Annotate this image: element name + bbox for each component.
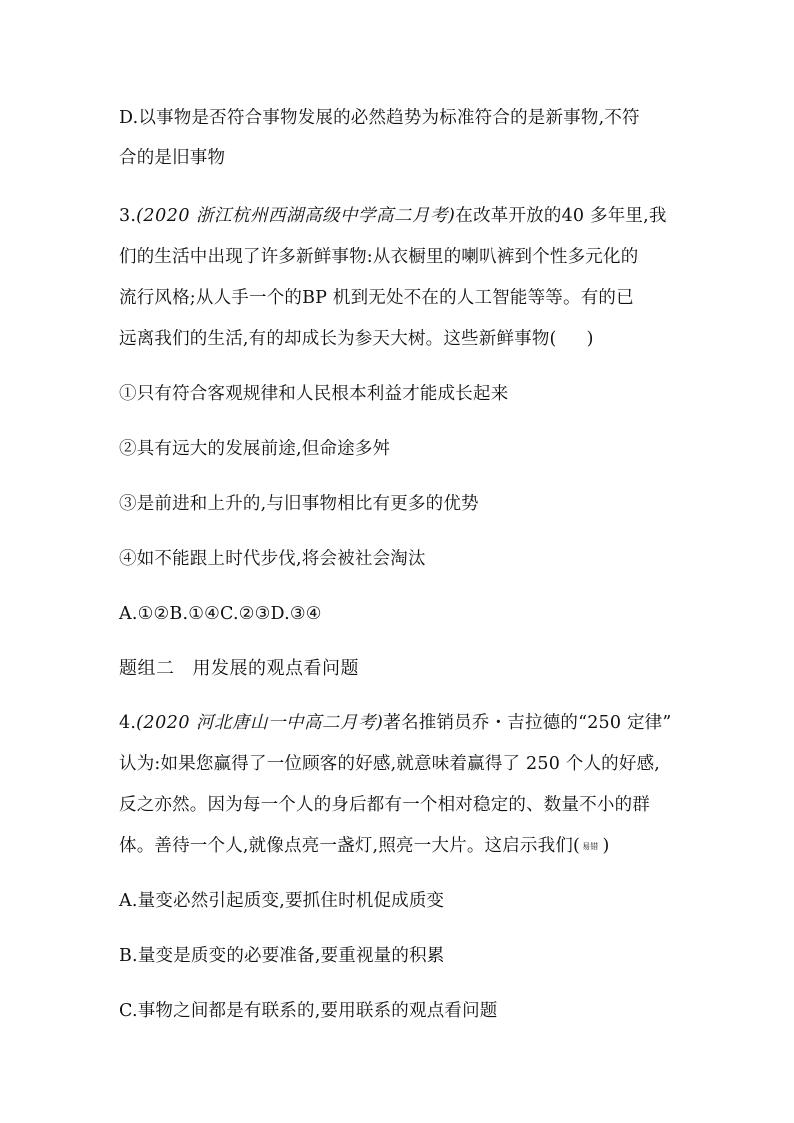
q2-option-d-line1: D.以事物是否符合事物发展的必然趋势为标准符合的是新事物,不符 bbox=[119, 108, 640, 128]
section-label: 题组二 bbox=[119, 658, 175, 679]
q3-stem-line3: 流行风格;从人手一个的BP 机到无处不在的人工智能等等。有的已 bbox=[119, 288, 634, 308]
q3-item-1: ①只有符合客观规律和人民根本利益才能成长起来 bbox=[119, 384, 509, 404]
q4-stem-line4 bbox=[119, 834, 610, 859]
section-heading bbox=[119, 657, 359, 681]
q3-stem-line1-tail: 在改革开放的40 多年里,我 bbox=[455, 206, 667, 226]
q3-stem-line4 bbox=[119, 327, 594, 351]
q3-stem-line2: 们的生活中出现了许多新鲜事物:从衣橱里的喇叭裤到个性多元化的 bbox=[119, 247, 639, 267]
q4-source: (2020 河北唐山一中高二月考) bbox=[136, 713, 384, 733]
q4-option-b: B.量变是质变的必要准备,要重视量的积累 bbox=[119, 946, 445, 966]
q4-option-a: A.量变必然引起质变,要抓住时机促成质变 bbox=[119, 891, 445, 911]
q3-number: 3. bbox=[119, 206, 137, 226]
difficulty-tag: 易错 bbox=[582, 841, 599, 851]
q3-choices: A.①②B.①④C.②③D.③④ bbox=[119, 604, 322, 624]
section-title: 用发展的观点看问题 bbox=[192, 658, 359, 679]
q4-number: 4. bbox=[119, 713, 137, 733]
q3-item-4: ④如不能跟上时代步伐,将会被社会淘汰 bbox=[119, 549, 426, 569]
q3-source: (2020 浙江杭州西湖高级中学高二月考) bbox=[136, 206, 456, 226]
q4-stem-line3: 反之亦然。因为每一个人的身后都有一个相对稳定的、数量不小的群 bbox=[119, 795, 650, 815]
q3-item-2: ②具有远大的发展前途,但命途多舛 bbox=[119, 439, 391, 459]
q2-option-d-line2: 合的是旧事物 bbox=[119, 148, 226, 168]
q4-stem-line2: 认为:如果您赢得了一位顾客的好感,就意味着赢得了 250 个人的好感, bbox=[119, 754, 661, 774]
q3-stem-line4-text: 远离我们的生活,有的却成长为参天大树。这些新鲜事物( bbox=[119, 329, 557, 349]
q3-item-3: ③是前进和上升的,与旧事物相比有更多的优势 bbox=[119, 494, 479, 514]
q4-option-c: C.事物之间都是有联系的,要用联系的观点看问题 bbox=[119, 1001, 498, 1021]
q4-stem-line4-close: ) bbox=[602, 836, 610, 856]
q4-stem-line1 bbox=[119, 711, 672, 735]
q4-stem-line4-text: 体。善待一个人,就像点亮一盏灯,照亮一大片。这启示我们( bbox=[119, 836, 581, 856]
q4-stem-line1-tail: 著名推销员乔・吉拉德的“250 定律” bbox=[383, 713, 672, 733]
q3-stem-line1 bbox=[119, 204, 667, 228]
q3-stem-line4-close: ) bbox=[586, 329, 594, 349]
